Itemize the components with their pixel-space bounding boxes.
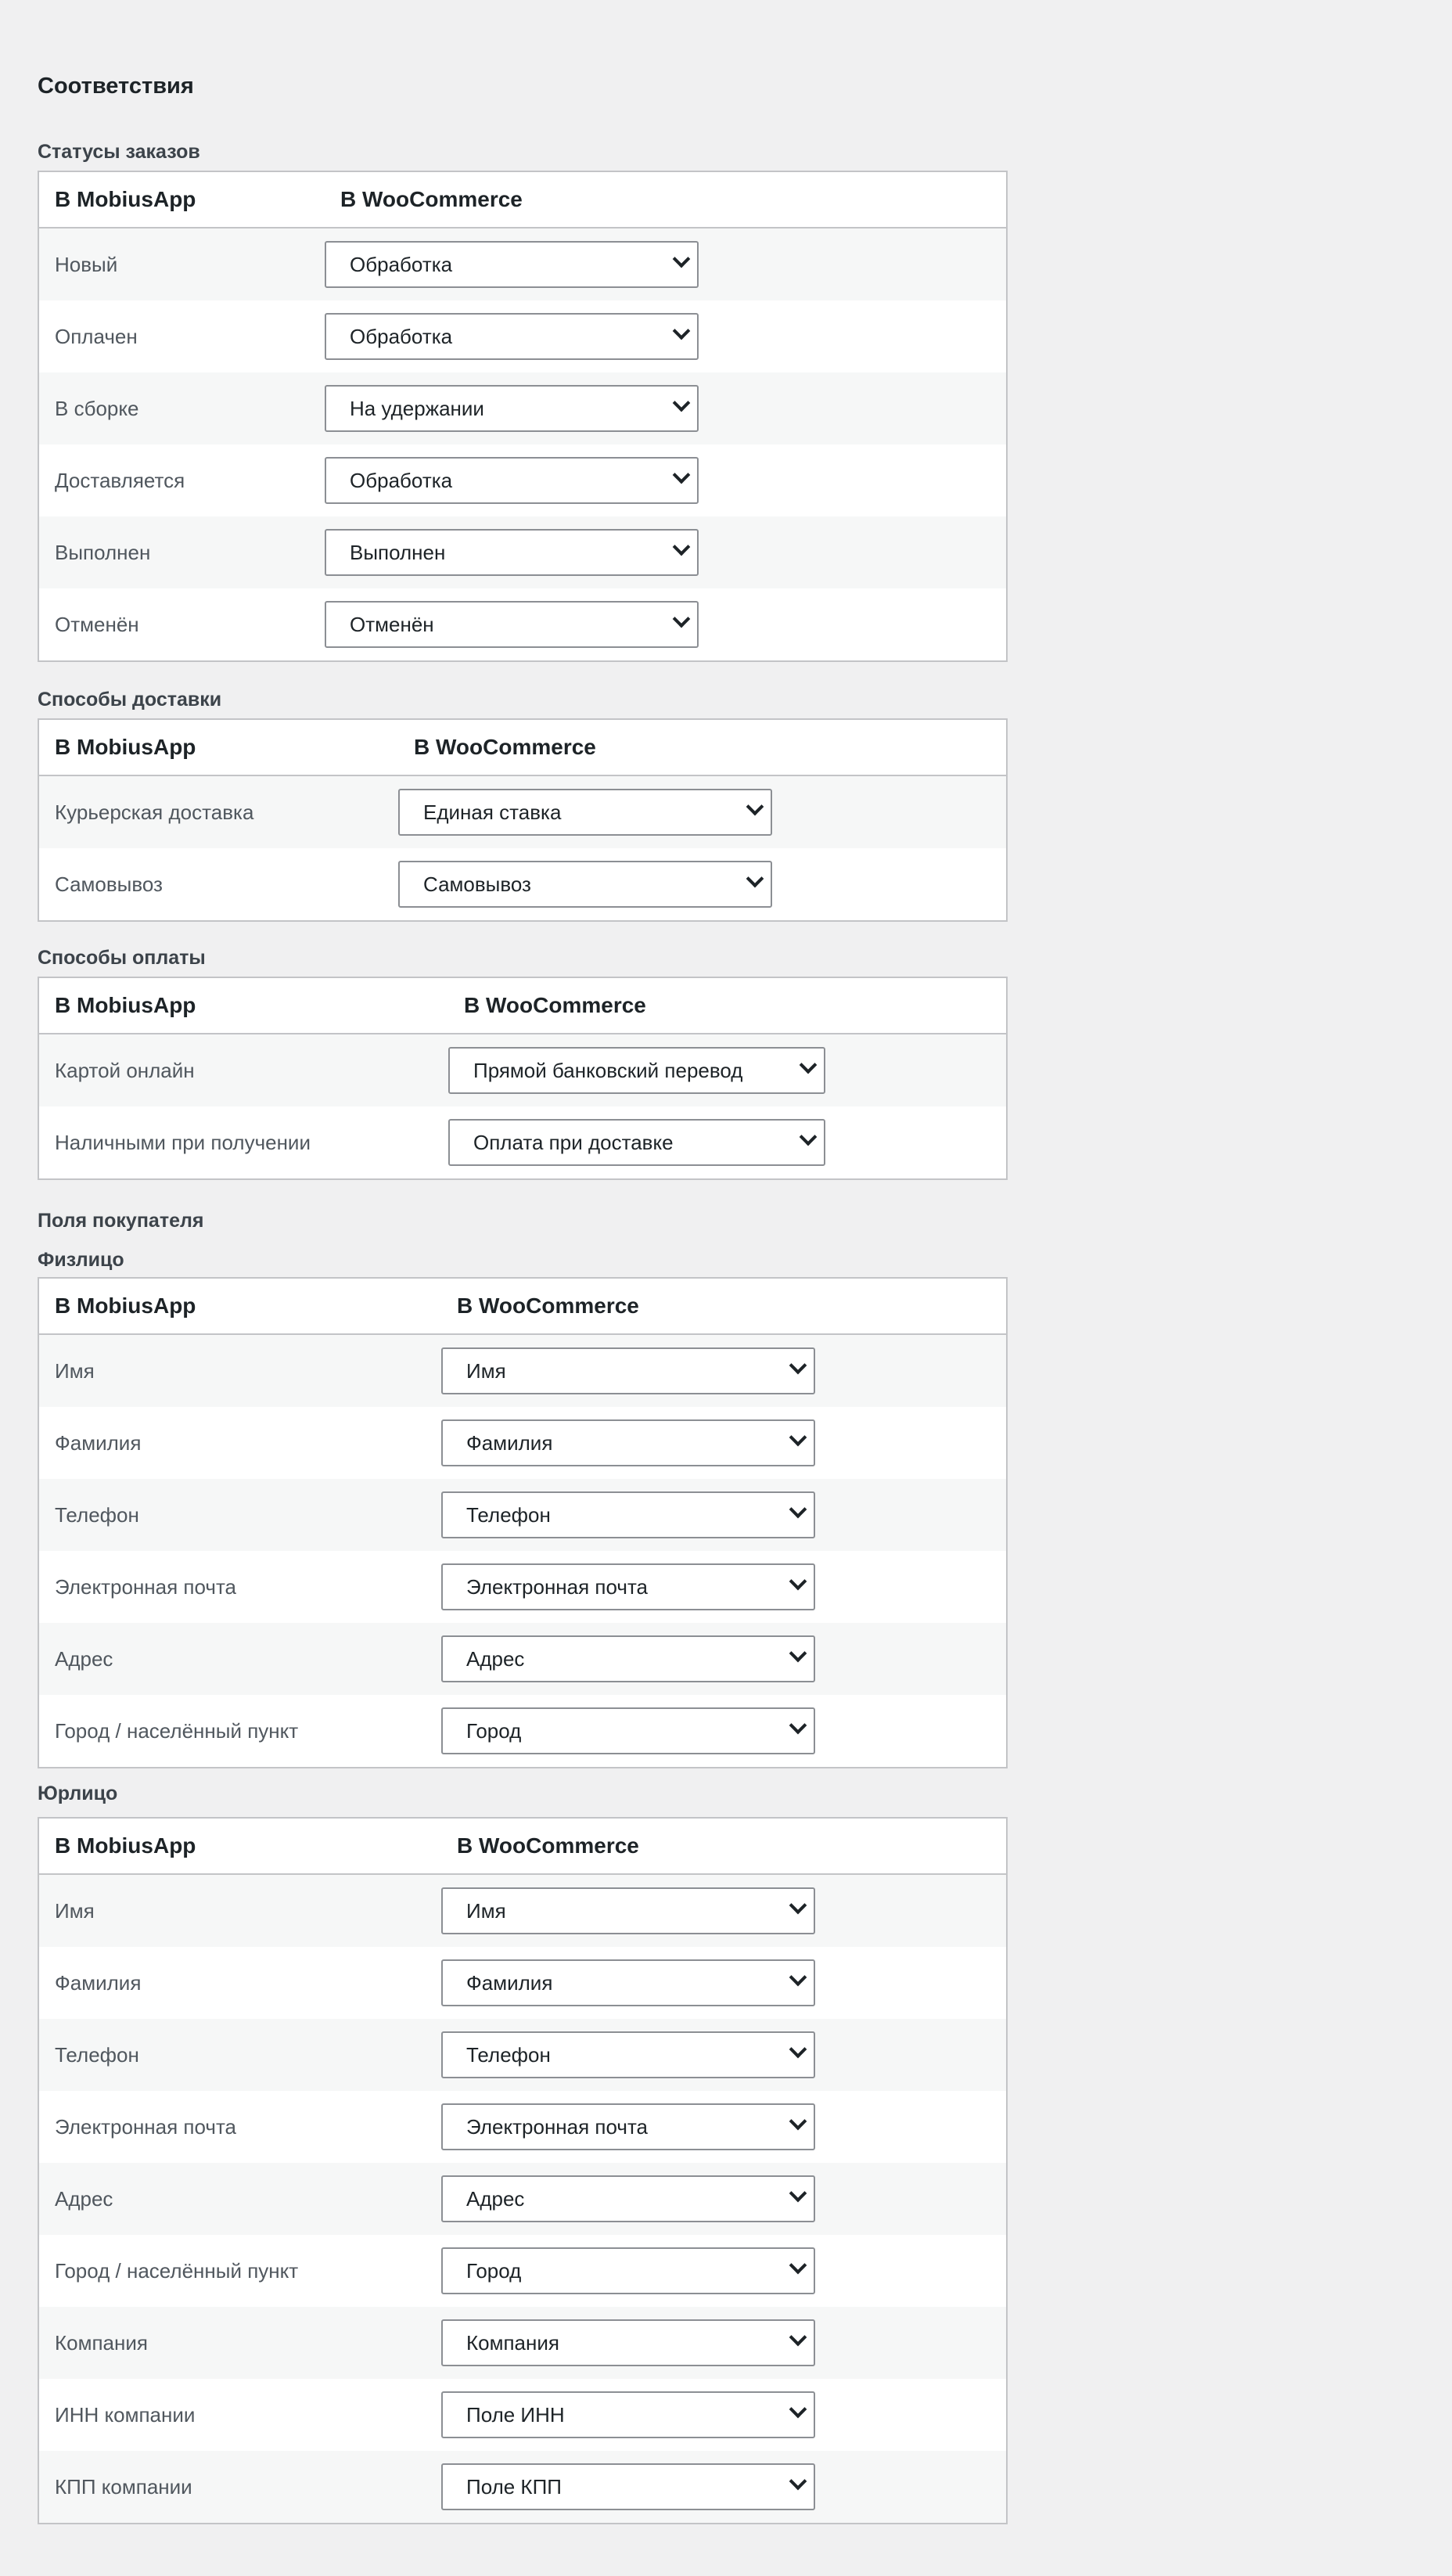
column-header-woocommerce: В WooCommerce [398,719,1007,775]
order-status-mapping-cell [325,372,1007,444]
individual-field-select[interactable] [441,1491,815,1538]
individual-field-mapping-cell [441,1479,1007,1551]
individual-field-select[interactable] [441,1707,815,1754]
individual-field-label: Имя [38,1334,441,1407]
individual-field-row [38,1623,1007,1695]
order-status-row [38,588,1007,661]
order-status-select[interactable] [325,529,699,576]
legal-field-select[interactable] [441,1959,815,2006]
legal-field-mapping-cell [441,2379,1007,2451]
legal-field-row [38,2451,1007,2524]
legal-field-row [38,2379,1007,2451]
legal-field-select[interactable] [441,2175,815,2222]
legal-field-select-value: Адрес [466,2187,525,2211]
column-header-mobius: В MobiusApp [38,719,398,775]
legal-field-row [38,2235,1007,2307]
order-status-label: Выполнен [38,516,325,588]
order-status-row [38,516,1007,588]
order-status-select-value: Обработка [350,469,453,492]
payment-select[interactable] [448,1047,825,1094]
delivery-select[interactable] [398,789,772,836]
legal-field-select[interactable] [441,2391,815,2438]
individual-field-select-value: Имя [466,1359,506,1383]
chevron-down-icon [789,1501,807,1519]
legal-field-mapping-cell [441,2235,1007,2307]
order-status-mapping-cell [325,588,1007,661]
individual-field-select-value: Телефон [466,1503,551,1527]
individual-field-label: Город / населённый пункт [55,1718,299,1743]
individual-field-label: Фамилия [55,1430,142,1455]
individual-field-select[interactable] [441,1563,815,1610]
payment-methods-table [38,977,1008,1180]
legal-field-label: Город / населённый пункт [55,2258,299,2283]
section-title-legal: Юрлицо [38,1783,118,1804]
legal-field-mapping-cell [441,1874,1007,1947]
chevron-down-icon [800,1056,818,1074]
chevron-down-icon [673,538,691,556]
chevron-down-icon [789,2041,807,2059]
order-status-select[interactable] [325,601,699,648]
legal-field-select[interactable] [441,2463,815,2510]
chevron-down-icon [673,322,691,340]
chevron-down-icon [789,1717,807,1735]
chevron-down-icon [789,1897,807,1915]
chevron-down-icon [789,1573,807,1591]
chevron-down-icon [673,466,691,484]
section-title-individual: Физлицо [38,1249,124,1271]
payment-select[interactable] [448,1119,825,1166]
order-status-label: Новый [38,228,325,300]
payment-label: Наличными при получении [55,1130,311,1154]
column-header-mobius: В MobiusApp [38,1278,441,1334]
delivery-methods-table [38,718,1008,922]
individual-field-select-value: Электронная почта [466,1575,649,1599]
legal-field-row [38,2307,1007,2379]
column-header-mobius: В MobiusApp [38,977,448,1034]
order-status-select-value: На удержании [350,397,484,420]
chevron-down-icon [789,2185,807,2203]
chevron-down-icon [789,1969,807,1987]
delivery-mapping-cell [398,848,1007,921]
delivery-mapping-cell [398,775,1007,848]
legal-field-select[interactable] [441,2319,815,2366]
delivery-label: Курьерская доставка [38,775,398,848]
legal-field-select[interactable] [441,2103,815,2150]
individual-field-select-value: Город [466,1719,522,1743]
column-header-woocommerce: В WooCommerce [441,1818,1007,1874]
legal-field-row [38,2019,1007,2091]
chevron-down-icon [800,1128,818,1146]
chevron-down-icon [789,2257,807,2275]
legal-field-select[interactable] [441,2247,815,2294]
section-title-buyer-fields: Поля покупателя [38,1210,204,1232]
payment-row [38,1034,1007,1106]
legal-field-mapping-cell [441,2163,1007,2235]
individual-field-select[interactable] [441,1347,815,1394]
legal-field-label: ИНН компании [55,2402,196,2427]
legal-field-select-value: Телефон [466,2043,551,2067]
order-status-mapping-cell [325,444,1007,516]
chevron-down-icon [789,1357,807,1375]
order-status-row [38,300,1007,372]
order-status-select-value: Выполнен [350,541,446,564]
section-title-order-statuses: Статусы заказов [38,141,200,163]
column-header-mobius: В MobiusApp [38,1818,441,1874]
legal-fields-table [38,1817,1008,2524]
delivery-select-value: Единая ставка [423,801,562,824]
order-status-label: В сборке [38,372,325,444]
individual-field-row [38,1695,1007,1768]
legal-field-row [38,2091,1007,2163]
individual-field-row [38,1407,1007,1479]
chevron-down-icon [789,2113,807,2131]
payment-select-value: Оплата при доставке [473,1131,674,1154]
chevron-down-icon [673,394,691,412]
individual-field-mapping-cell [441,1695,1007,1768]
legal-field-select[interactable] [441,2031,815,2078]
chevron-down-icon [746,870,764,888]
chevron-down-icon [746,798,764,816]
individual-field-label: Электронная почта [55,1574,237,1599]
individual-field-mapping-cell [441,1551,1007,1623]
order-status-label: Отменён [55,612,139,636]
legal-field-select[interactable] [441,1887,815,1934]
legal-field-select-value: Город [466,2259,522,2283]
chevron-down-icon [673,610,691,628]
order-status-select-value: Отменён [350,613,434,636]
legal-field-row [38,1947,1007,2019]
legal-field-label: Адрес [38,2163,441,2235]
chevron-down-icon [789,2329,807,2347]
order-status-select[interactable] [325,385,699,432]
order-status-row [38,444,1007,516]
legal-field-select-value: Фамилия [466,1971,553,1995]
order-status-mapping-cell [325,300,1007,372]
order-statuses-table [38,171,1008,662]
payment-mapping-cell [448,1106,1007,1179]
legal-field-mapping-cell [441,2307,1007,2379]
individual-field-select-value: Адрес [466,1647,525,1671]
delivery-row [38,848,1007,921]
legal-field-select-value: Поле КПП [466,2475,562,2499]
individual-field-select[interactable] [441,1635,815,1682]
delivery-label: Самовывоз [55,872,163,896]
order-status-select[interactable] [325,241,699,288]
legal-field-mapping-cell [441,2019,1007,2091]
individual-field-mapping-cell [441,1623,1007,1695]
legal-field-select-value: Поле ИНН [466,2403,565,2427]
individual-field-select-value: Фамилия [466,1431,553,1455]
individual-field-row [38,1479,1007,1551]
individual-field-row [38,1551,1007,1623]
legal-field-label: Компания [38,2307,441,2379]
order-status-select[interactable] [325,313,699,360]
order-status-label: Оплачен [55,324,138,348]
page-title: Соответствия [38,74,194,99]
payment-row [38,1106,1007,1179]
delivery-select-value: Самовывоз [423,872,531,896]
legal-field-label: Электронная почта [55,2114,237,2139]
order-status-select-value: Обработка [350,325,453,348]
legal-field-mapping-cell [441,2451,1007,2524]
delivery-row [38,775,1007,848]
legal-field-label: КПП компании [38,2451,441,2524]
legal-field-row [38,2163,1007,2235]
legal-field-label: Фамилия [55,1970,142,1995]
chevron-down-icon [789,1645,807,1663]
individual-field-row [38,1334,1007,1407]
payment-mapping-cell [448,1034,1007,1106]
individual-field-mapping-cell [441,1334,1007,1407]
order-status-select-value: Обработка [350,253,453,276]
legal-field-label: Имя [38,1874,441,1947]
payment-select-value: Прямой банковский перевод [473,1059,743,1082]
section-title-delivery: Способы доставки [38,689,222,711]
legal-field-mapping-cell [441,1947,1007,2019]
column-header-woocommerce: В WooCommerce [448,977,1007,1034]
individual-field-label: Телефон [38,1479,441,1551]
individual-field-mapping-cell [441,1407,1007,1479]
section-title-payment: Способы оплаты [38,947,206,969]
order-status-row [38,372,1007,444]
order-status-mapping-cell [325,228,1007,300]
column-header-woocommerce: В WooCommerce [441,1278,1007,1334]
order-status-label: Доставляется [55,468,185,492]
individual-fields-table [38,1277,1008,1768]
column-header-woocommerce: В WooCommerce [325,171,1007,228]
legal-field-select-value: Компания [466,2331,559,2355]
legal-field-row [38,1874,1007,1947]
delivery-select[interactable] [398,861,772,908]
individual-field-label: Адрес [38,1623,441,1695]
payment-label: Картой онлайн [38,1034,448,1106]
chevron-down-icon [789,2401,807,2419]
chevron-down-icon [789,2473,807,2491]
order-status-mapping-cell [325,516,1007,588]
individual-field-select[interactable] [441,1419,815,1466]
legal-field-select-value: Имя [466,1899,506,1923]
column-header-mobius: В MobiusApp [38,171,325,228]
chevron-down-icon [789,1429,807,1447]
order-status-select[interactable] [325,457,699,504]
order-status-row [38,228,1007,300]
legal-field-mapping-cell [441,2091,1007,2163]
legal-field-label: Телефон [38,2019,441,2091]
chevron-down-icon [673,250,691,268]
legal-field-select-value: Электронная почта [466,2115,649,2139]
